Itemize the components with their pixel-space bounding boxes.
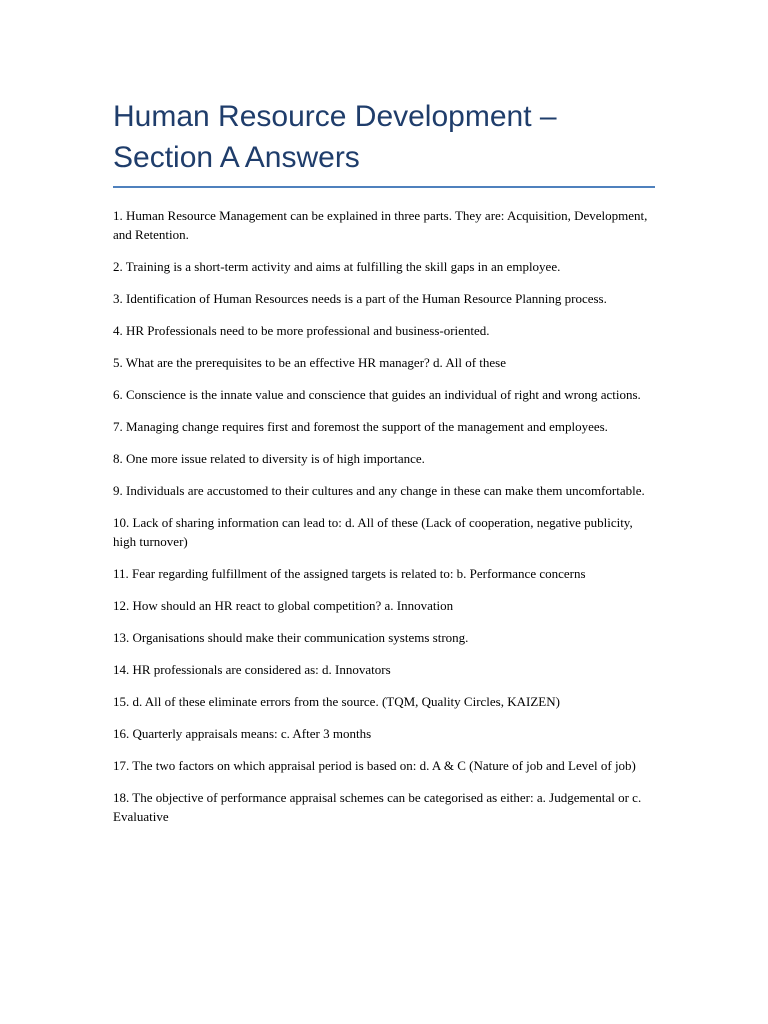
document-page (113, 96, 655, 839)
answer-3: 3. Identification of Human Resources needs is a part of the Human Resource Planning process. (113, 291, 607, 306)
answer-list (113, 206, 655, 826)
answer-2: 2. Training is a short-term activity and aims at fulfilling the skill gaps in an employee. (113, 259, 561, 274)
answer-10: 10. Lack of sharing information can lead to: d. All of these (Lack of cooperation, negative publicity, high turnover) (113, 515, 633, 549)
document-title-line-1: Human Resource Development – (113, 100, 557, 133)
answer-13: 13. Organisations should make their communication systems strong. (113, 630, 469, 645)
answer-8: 8. One more issue related to diversity is of high importance. (113, 451, 425, 466)
answer-17: 17. The two factors on which appraisal period is based on: d. A & C (Nature of job and Level of job) (113, 758, 636, 773)
title-underline (113, 186, 655, 188)
document-title (113, 96, 655, 178)
document-title-line-2: Section A Answers (113, 141, 360, 174)
answer-15: 15. d. All of these eliminate errors from the source. (TQM, Quality Circles, KAIZEN) (113, 694, 560, 709)
answer-7: 7. Managing change requires first and foremost the support of the management and employees. (113, 419, 608, 434)
answer-18: 18. The objective of performance appraisal schemes can be categorised as either: a. Judgemental or c. Evaluative (113, 790, 642, 824)
answer-1: 1. Human Resource Management can be explained in three parts. They are: Acquisition, Development, and Retention. (113, 208, 648, 242)
answer-16: 16. Quarterly appraisals means: c. After 3 months (113, 726, 372, 741)
answer-14: 14. HR professionals are considered as: d. Innovators (113, 662, 391, 677)
answer-4: 4. HR Professionals need to be more professional and business-oriented. (113, 323, 490, 338)
answer-9: 9. Individuals are accustomed to their cultures and any change in these can make them uncomfortable. (113, 483, 645, 498)
answer-12: 12. How should an HR react to global competition? a. Innovation (113, 598, 454, 613)
answer-5: 5. What are the prerequisites to be an effective HR manager? d. All of these (113, 355, 506, 370)
answer-11: 11. Fear regarding fulfillment of the assigned targets is related to: b. Performance concerns (113, 566, 586, 581)
answer-6: 6. Conscience is the innate value and conscience that guides an individual of right and wrong actions. (113, 387, 641, 402)
